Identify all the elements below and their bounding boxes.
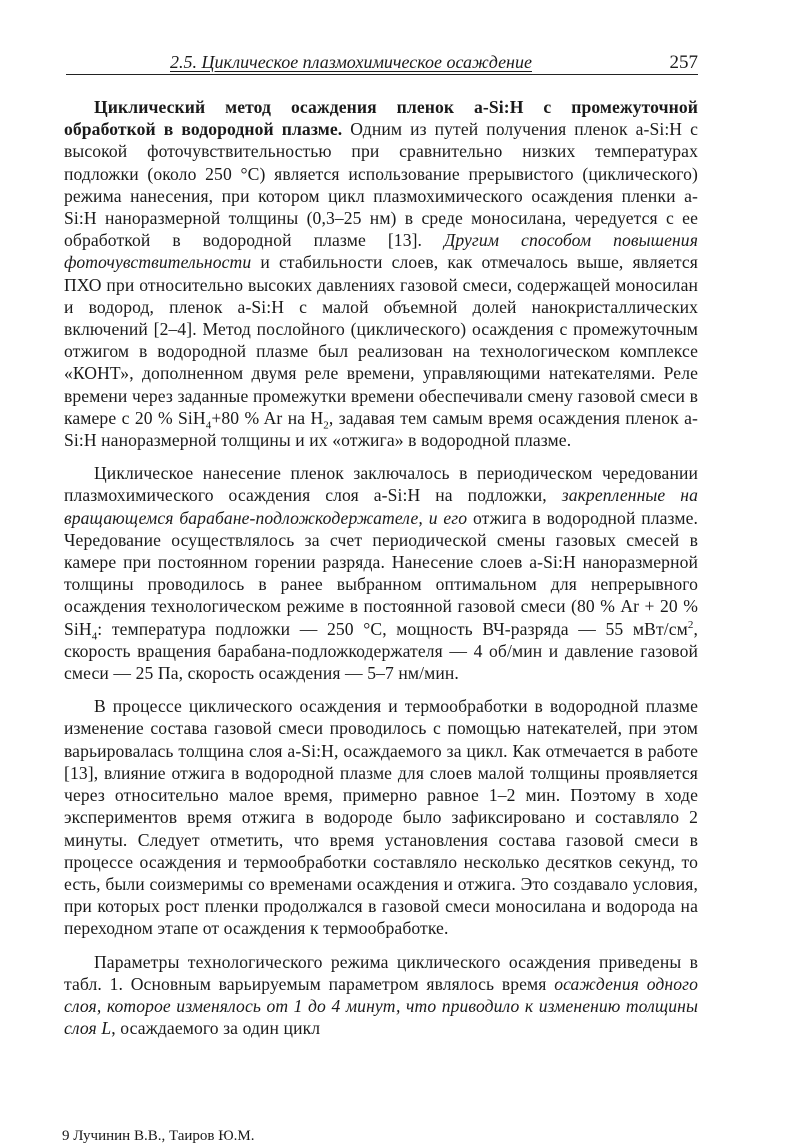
subscript-4: 4 [91, 630, 98, 643]
page-header [66, 52, 698, 75]
paragraph-1-text-a: Одним из путей получения пленок a-Si:H с высокой фоточувствительностью при сравнительно низких температурах подложки (около 250 °C) является использование прерывистого (циклического) режима нанесения, при котором цикл плазмохимического осаждения пленки a-Si:H наноразмерной толщины (0,3–25 нм) в среде моносилана, чередуется с ее обработкой в водородной плазме [13]. [64, 119, 698, 251]
paragraph-2-italic: закрепленные на вращающемся барабане-подложкодержателе, и его [64, 485, 698, 528]
subscript-4: 4 [205, 419, 212, 432]
body-text [64, 96, 698, 1039]
paragraph-2-text-d: : температура подложки — 250 °C, мощность ВЧ-разряда — 55 мВт/см [97, 618, 688, 639]
paragraph-1 [64, 96, 698, 451]
paragraph-1-text-c: и стабильности слоев, как отмечалось выше, является ПХО при относительно высоких давлениях газовой смеси, содержащей моносилан и водород, пленок a-Si:H с малой объемной долей нанокристаллических включений [2–4]. Метод послойного (циклического) осаждения с промежуточным отжигом в водородной плазме был реализован на технологическом комплексе «КОНТ», дополненном двумя реле времени, управляющими натекателями. Реле времени через заданные промежутки времени обеспечивали смену газовой смеси в камере с [64, 252, 698, 428]
section-lead-heading: Циклический метод осаждения пленок a-Si:H с промежуточной обработкой в водородной плазме. [64, 97, 698, 140]
paragraph-3: В процессе циклического осаждения и термообработки в водородной плазме изменение состава газовой смеси проводилось с помощью натекателей, при этом варьировалась толщина слоя a-Si:H, осаждаемого за цикл. Как отмечается в работе [13], влияние отжига в водородной плазме для слоев малой толщины проявляется через относительно малое время, примерно равное 1–2 мин. Поэтому в ходе экспериментов время отжига в водороде было зафиксировано и составляло 2 минуты. Следует отметить, что время установления состава газовой смеси в процессе осаждения и термообработки составляло несколько десятков секунд, то есть, были соизмеримы со временами осаждения и отжига. Это создавало условия, при которых рост пленки продолжался в газовой смеси моносилана и водорода на переходном этапе от осаждения к термообработке. [64, 696, 698, 939]
subscript-2: 2 [323, 419, 329, 432]
gas-mix-part-1: 20 % SiH [134, 407, 206, 428]
footer-signature: 9 Лучинин В.В., Таиров Ю.М. [62, 1128, 255, 1144]
paragraph-2-text-c: отжига в водородной плазме. Чередование осуществлялось за счет периодической смены газовых смесей в камере при постоянном горении разряда. Нанесение слоев a-Si:H наноразмерной толщины проводилось в ранее выбранном оптимальном для непрерывного осаждения технологическом режиме в постоянной газовой смеси (80 % Ar + 20 % SiH [64, 507, 698, 639]
gas-mix-part-2: +80 % Ar на H [211, 407, 324, 428]
paragraph-4-italic: осаждения одного слоя, которое изменялось от 1 до 4 минут, что приводило к изменению толщины слоя [64, 973, 698, 1039]
running-title: 2.5. Циклическое плазмохимическое осаждение [170, 52, 532, 72]
page-number: 257 [669, 52, 698, 73]
paragraph-2-text-e: , скорость вращения барабана-подложкодержателя — 4 об/мин и давление газовой смеси — 25 Па, скорость осаждения — 5–7 нм/мин. [64, 618, 698, 684]
superscript-2: 2 [687, 618, 694, 631]
paragraph-2-text-a: Циклическое нанесение пленок заключалось в периодическом чередовании плазмохимического осаждения слоя a-Si:H на подложки, [64, 463, 698, 506]
variable-L: L [101, 1018, 112, 1039]
paragraph-4-text-c: , осаждаемого за один цикл [111, 1018, 321, 1039]
paragraph-4-text-a: Параметры технологического режима циклического осаждения приведены в табл. 1. Основным варьируемым параметром являлось время [64, 951, 698, 994]
paragraph-1-text-d: , задавая тем самым время осаждения пленок a-Si:H наноразмерной толщины и их «отжига» в водородной плазме. [64, 407, 698, 451]
paragraph-1-italic: Другим способом повышения фоточувствительности [64, 230, 698, 273]
paragraph-2 [64, 462, 698, 684]
paragraph-4 [64, 951, 698, 1040]
